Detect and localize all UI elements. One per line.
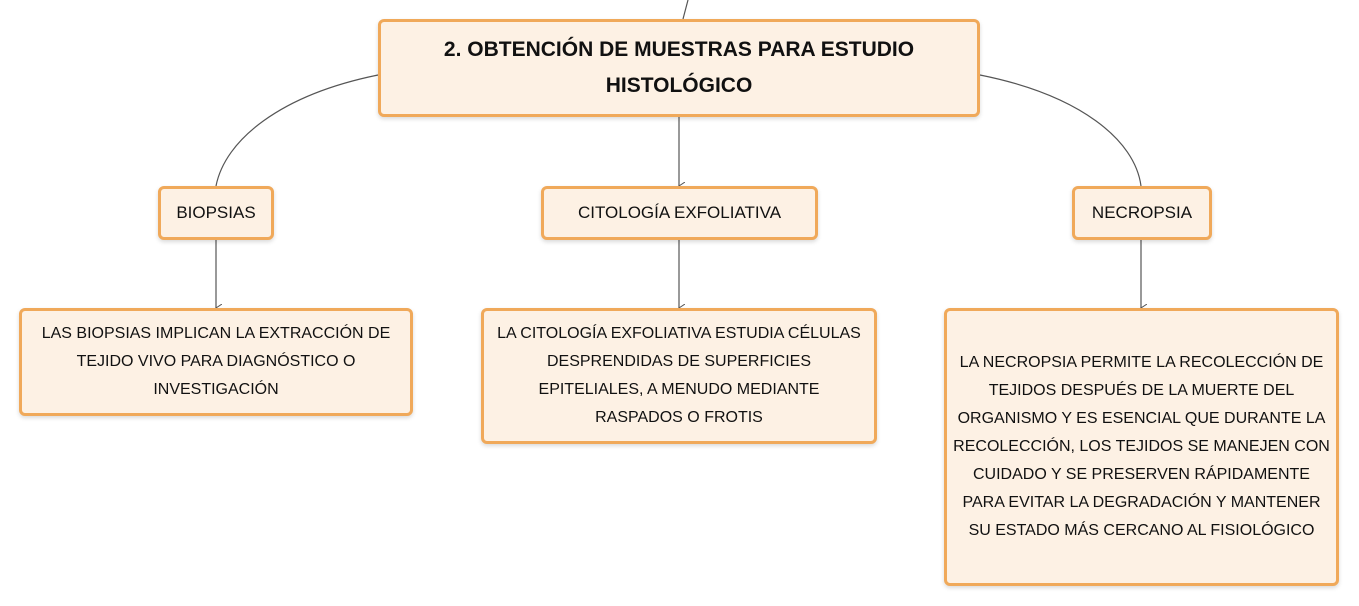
node-biopsias-label: BIOPSIAS bbox=[176, 203, 256, 222]
node-necropsia-description[interactable] bbox=[944, 308, 1339, 586]
node-citologia-label: CITOLOGÍA EXFOLIATIVA bbox=[577, 203, 782, 222]
citologia-description-text: LA CITOLOGÍA EXFOLIATIVA ESTUDIA CÉLULAS DESPRENDIDAS DE SUPERFICIES EPITELIALES, A MENUDO MEDIANTE RASPADOS O FROTIS bbox=[497, 325, 861, 426]
node-citologia-description[interactable] bbox=[481, 308, 877, 444]
node-biopsias-description[interactable] bbox=[19, 308, 413, 416]
necropsia-description-text: LA NECROPSIA PERMITE LA RECOLECCIÓN DE TEJIDOS DESPUÉS DE LA MUERTE DEL ORGANISMO Y ES ESENCIAL QUE DURANTE LA RECOLECCIÓN, LOS TEJIDOS SE MANEJEN CON CUIDADO Y SE PRESERVEN RÁPIDAMENTE PARA EVITAR LA DEGRADACIÓN Y MANTENER SU ESTADO MÁS CERCANO AL FISIOLÓGICO bbox=[953, 354, 1330, 539]
connector-title-necropsia bbox=[980, 75, 1141, 186]
title-node[interactable] bbox=[378, 19, 980, 117]
incoming-connector bbox=[683, 0, 688, 19]
connector-title-biopsias bbox=[216, 75, 378, 186]
node-necropsia-label: NECROPSIA bbox=[1091, 203, 1193, 222]
node-biopsias[interactable] bbox=[158, 186, 274, 240]
biopsias-description-text: LAS BIOPSIAS IMPLICAN LA EXTRACCIÓN DE TEJIDO VIVO PARA DIAGNÓSTICO O INVESTIGACIÓN bbox=[41, 325, 391, 398]
node-citologia-exfoliativa[interactable] bbox=[541, 186, 818, 240]
title-text: 2. OBTENCIÓN DE MUESTRAS PARA ESTUDIO HISTOLÓGICO bbox=[443, 38, 915, 97]
node-necropsia[interactable] bbox=[1072, 186, 1212, 240]
